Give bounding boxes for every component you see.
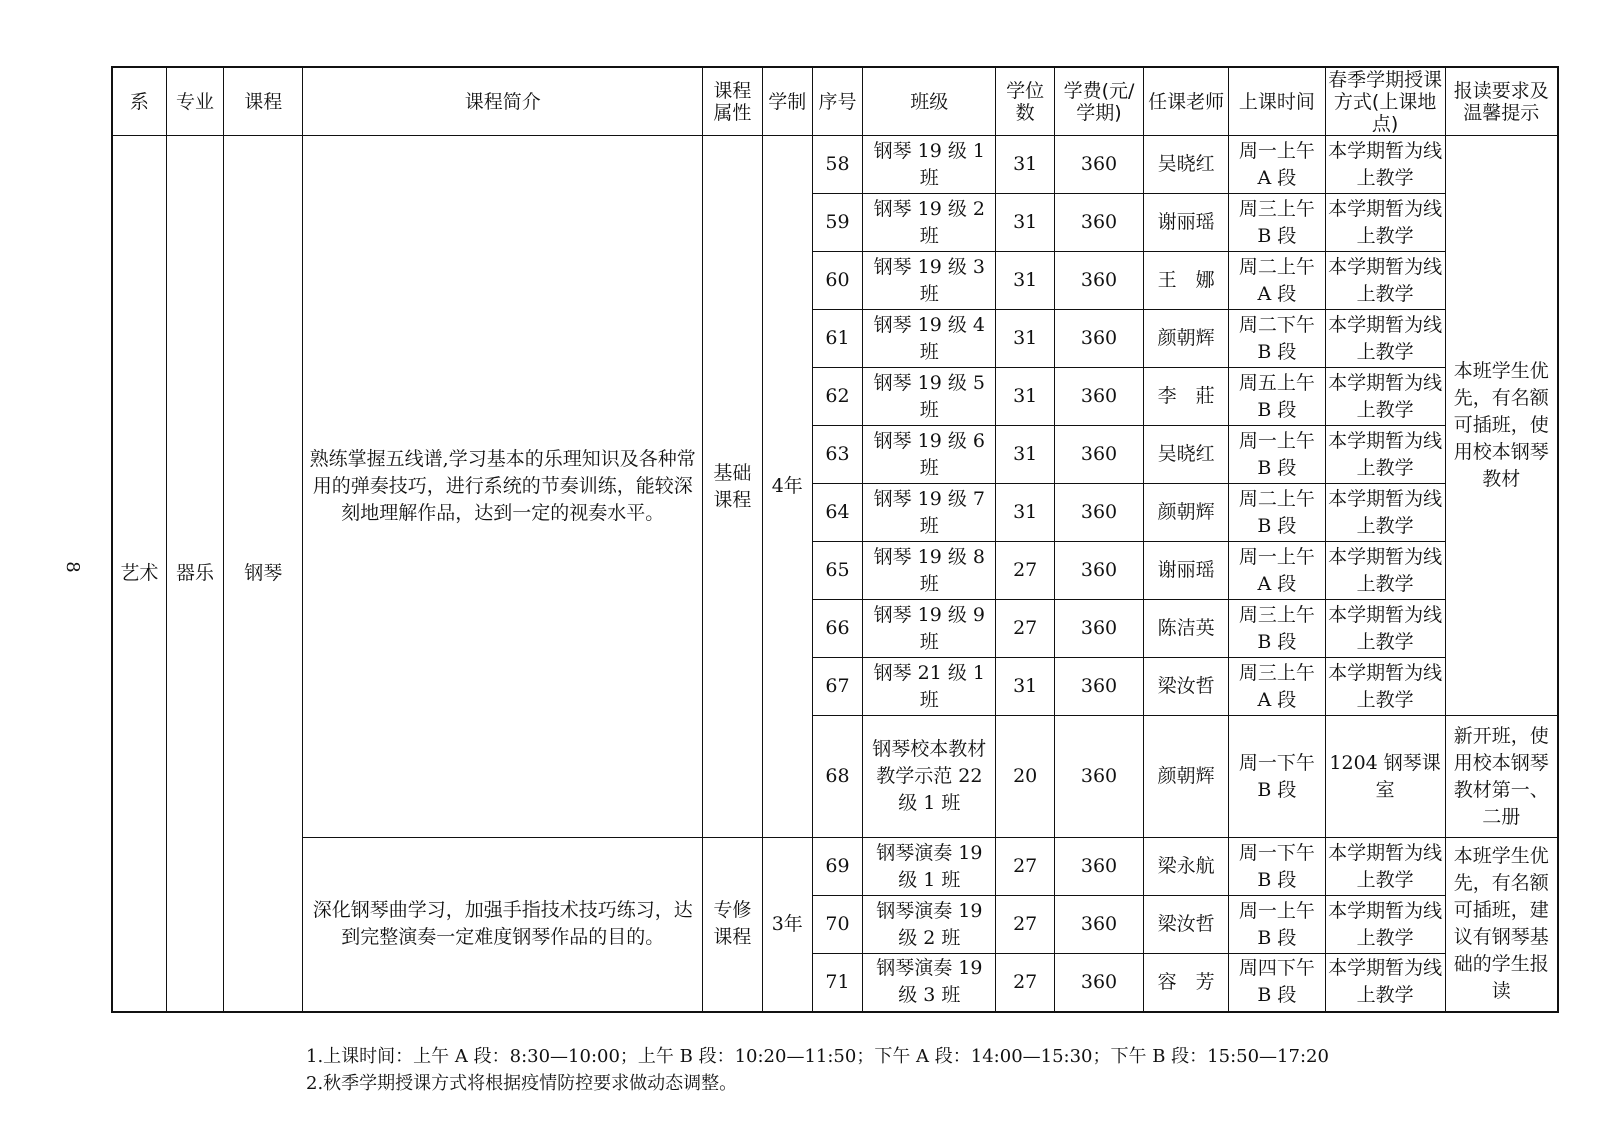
seats-cell: 27	[996, 542, 1054, 600]
class-cell: 钢琴 19 级 9 班	[863, 600, 996, 658]
teacher-cell: 颜朝辉	[1144, 310, 1229, 368]
course-attr-basic: 基础课程	[703, 136, 762, 838]
dept-cell: 艺术	[112, 136, 166, 1012]
fee-cell: 360	[1054, 896, 1143, 954]
seats-cell: 31	[996, 136, 1054, 194]
teacher-cell: 颜朝辉	[1144, 716, 1229, 838]
seq-cell: 65	[812, 542, 862, 600]
time-cell: 周二上午 A 段	[1229, 252, 1325, 310]
mode-cell: 1204 钢琴课室	[1325, 716, 1445, 838]
header-time: 上课时间	[1229, 67, 1325, 136]
time-cell: 周三上午 B 段	[1229, 600, 1325, 658]
course-intro-basic: 熟练掌握五线谱,学习基本的乐理知识及各种常用的弹奏技巧，进行系统的节奏训练，能较深刻地理解作品，达到一定的视奏水平。	[303, 136, 703, 838]
time-cell: 周一上午 A 段	[1229, 542, 1325, 600]
header-class: 班级	[863, 67, 996, 136]
seq-cell: 66	[812, 600, 862, 658]
time-cell: 周三上午 B 段	[1229, 194, 1325, 252]
header-major: 专业	[166, 67, 223, 136]
seats-cell: 31	[996, 310, 1054, 368]
fee-cell: 360	[1054, 136, 1143, 194]
class-cell: 钢琴 19 级 6 班	[863, 426, 996, 484]
time-cell: 周五上午 B 段	[1229, 368, 1325, 426]
class-cell: 钢琴演奏 19 级 2 班	[863, 896, 996, 954]
course-duration-advanced: 3年	[762, 838, 812, 1012]
seq-cell: 69	[812, 838, 862, 896]
seats-cell: 27	[996, 896, 1054, 954]
header-mode: 春季学期授课方式(上课地点)	[1325, 67, 1445, 136]
table-row	[112, 838, 1558, 896]
header-course: 课程	[224, 67, 303, 136]
header-intro: 课程简介	[303, 67, 703, 136]
class-cell: 钢琴 19 级 4 班	[863, 310, 996, 368]
seats-cell: 31	[996, 368, 1054, 426]
requirement-note-advanced: 本班学生优先，有名额可插班，建议有钢琴基础的学生报读	[1445, 838, 1558, 1012]
fee-cell: 360	[1054, 838, 1143, 896]
course-attr-advanced: 专修课程	[703, 838, 762, 1012]
teacher-cell: 王 娜	[1144, 252, 1229, 310]
teacher-cell: 李 莊	[1144, 368, 1229, 426]
fee-cell: 360	[1054, 194, 1143, 252]
requirement-note-new-class: 新开班，使用校本钢琴教材第一、二册	[1445, 716, 1558, 838]
header-seats: 学位数	[996, 67, 1054, 136]
course-cell: 钢琴	[224, 136, 303, 1012]
fee-cell: 360	[1054, 310, 1143, 368]
header-attr: 课程属性	[703, 67, 762, 136]
seq-cell: 59	[812, 194, 862, 252]
course-intro-advanced: 深化钢琴曲学习，加强手指技术技巧练习，达到完整演奏一定难度钢琴作品的目的。	[303, 838, 703, 1012]
teacher-cell: 吴晓红	[1144, 426, 1229, 484]
fee-cell: 360	[1054, 658, 1143, 716]
header-seq: 序号	[812, 67, 862, 136]
mode-cell: 本学期暂为线上教学	[1325, 484, 1445, 542]
class-cell: 钢琴 19 级 8 班	[863, 542, 996, 600]
mode-cell: 本学期暂为线上教学	[1325, 252, 1445, 310]
seq-cell: 62	[812, 368, 862, 426]
footnote-autumn-teaching: 2.秋季学期授课方式将根据疫情防控要求做动态调整。	[306, 1073, 738, 1094]
major-cell: 器乐	[166, 136, 223, 1012]
seats-cell: 27	[996, 954, 1054, 1012]
class-cell: 钢琴 19 级 2 班	[863, 194, 996, 252]
time-cell: 周一上午 B 段	[1229, 426, 1325, 484]
mode-cell: 本学期暂为线上教学	[1325, 896, 1445, 954]
seq-cell: 64	[812, 484, 862, 542]
class-cell: 钢琴 19 级 3 班	[863, 252, 996, 310]
teacher-cell: 容 芳	[1144, 954, 1229, 1012]
class-cell: 钢琴校本教材教学示范 22 级 1 班	[863, 716, 996, 838]
time-cell: 周四下午 B 段	[1229, 954, 1325, 1012]
class-cell: 钢琴演奏 19 级 1 班	[863, 838, 996, 896]
seq-cell: 58	[812, 136, 862, 194]
fee-cell: 360	[1054, 484, 1143, 542]
teacher-cell: 颜朝辉	[1144, 484, 1229, 542]
fee-cell: 360	[1054, 542, 1143, 600]
mode-cell: 本学期暂为线上教学	[1325, 600, 1445, 658]
time-cell: 周一上午 B 段	[1229, 896, 1325, 954]
mode-cell: 本学期暂为线上教学	[1325, 368, 1445, 426]
seq-cell: 61	[812, 310, 862, 368]
mode-cell: 本学期暂为线上教学	[1325, 954, 1445, 1012]
footnotes	[306, 1043, 1329, 1097]
teacher-cell: 陈洁英	[1144, 600, 1229, 658]
mode-cell: 本学期暂为线上教学	[1325, 658, 1445, 716]
class-cell: 钢琴 21 级 1 班	[863, 658, 996, 716]
table-row	[112, 136, 1558, 194]
header-fee: 学费(元/学期)	[1054, 67, 1143, 136]
header-requirement: 报读要求及温馨提示	[1445, 67, 1558, 136]
seats-cell: 31	[996, 484, 1054, 542]
mode-cell: 本学期暂为线上教学	[1325, 838, 1445, 896]
teacher-cell: 谢丽瑶	[1144, 194, 1229, 252]
header-dept: 系	[112, 67, 166, 136]
teacher-cell: 吴晓红	[1144, 136, 1229, 194]
time-cell: 周二上午 B 段	[1229, 484, 1325, 542]
time-cell: 周一下午 B 段	[1229, 716, 1325, 838]
seq-cell: 60	[812, 252, 862, 310]
seq-cell: 68	[812, 716, 862, 838]
teacher-cell: 梁永航	[1144, 838, 1229, 896]
requirement-note-basic: 本班学生优先，有名额可插班，使用校本钢琴教材	[1445, 136, 1558, 716]
fee-cell: 360	[1054, 368, 1143, 426]
class-cell: 钢琴演奏 19 级 3 班	[863, 954, 996, 1012]
course-schedule-table	[111, 66, 1559, 1013]
mode-cell: 本学期暂为线上教学	[1325, 426, 1445, 484]
teacher-cell: 梁汝哲	[1144, 658, 1229, 716]
seq-cell: 71	[812, 954, 862, 1012]
footnote-class-times: 1.上课时间：上午 A 段：8:30—10:00；上午 B 段：10:20—11:50；下午 A 段：14:00—15:30；下午 B 段：15:50—17:20	[306, 1046, 1329, 1067]
seats-cell: 20	[996, 716, 1054, 838]
mode-cell: 本学期暂为线上教学	[1325, 310, 1445, 368]
page-number: 8	[62, 561, 83, 573]
seq-cell: 63	[812, 426, 862, 484]
course-duration-basic: 4年	[762, 136, 812, 838]
seats-cell: 31	[996, 252, 1054, 310]
seats-cell: 31	[996, 194, 1054, 252]
time-cell: 周一上午 A 段	[1229, 136, 1325, 194]
seats-cell: 31	[996, 426, 1054, 484]
mode-cell: 本学期暂为线上教学	[1325, 136, 1445, 194]
class-cell: 钢琴 19 级 5 班	[863, 368, 996, 426]
time-cell: 周三上午 A 段	[1229, 658, 1325, 716]
seats-cell: 27	[996, 838, 1054, 896]
mode-cell: 本学期暂为线上教学	[1325, 542, 1445, 600]
seats-cell: 31	[996, 658, 1054, 716]
teacher-cell: 梁汝哲	[1144, 896, 1229, 954]
teacher-cell: 谢丽瑶	[1144, 542, 1229, 600]
class-cell: 钢琴 19 级 7 班	[863, 484, 996, 542]
seq-cell: 70	[812, 896, 862, 954]
fee-cell: 360	[1054, 716, 1143, 838]
header-duration: 学制	[762, 67, 812, 136]
fee-cell: 360	[1054, 954, 1143, 1012]
seq-cell: 67	[812, 658, 862, 716]
class-cell: 钢琴 19 级 1 班	[863, 136, 996, 194]
mode-cell: 本学期暂为线上教学	[1325, 194, 1445, 252]
fee-cell: 360	[1054, 600, 1143, 658]
time-cell: 周二下午 B 段	[1229, 310, 1325, 368]
seats-cell: 27	[996, 600, 1054, 658]
fee-cell: 360	[1054, 426, 1143, 484]
time-cell: 周一下午 B 段	[1229, 838, 1325, 896]
fee-cell: 360	[1054, 252, 1143, 310]
header-teacher: 任课老师	[1144, 67, 1229, 136]
